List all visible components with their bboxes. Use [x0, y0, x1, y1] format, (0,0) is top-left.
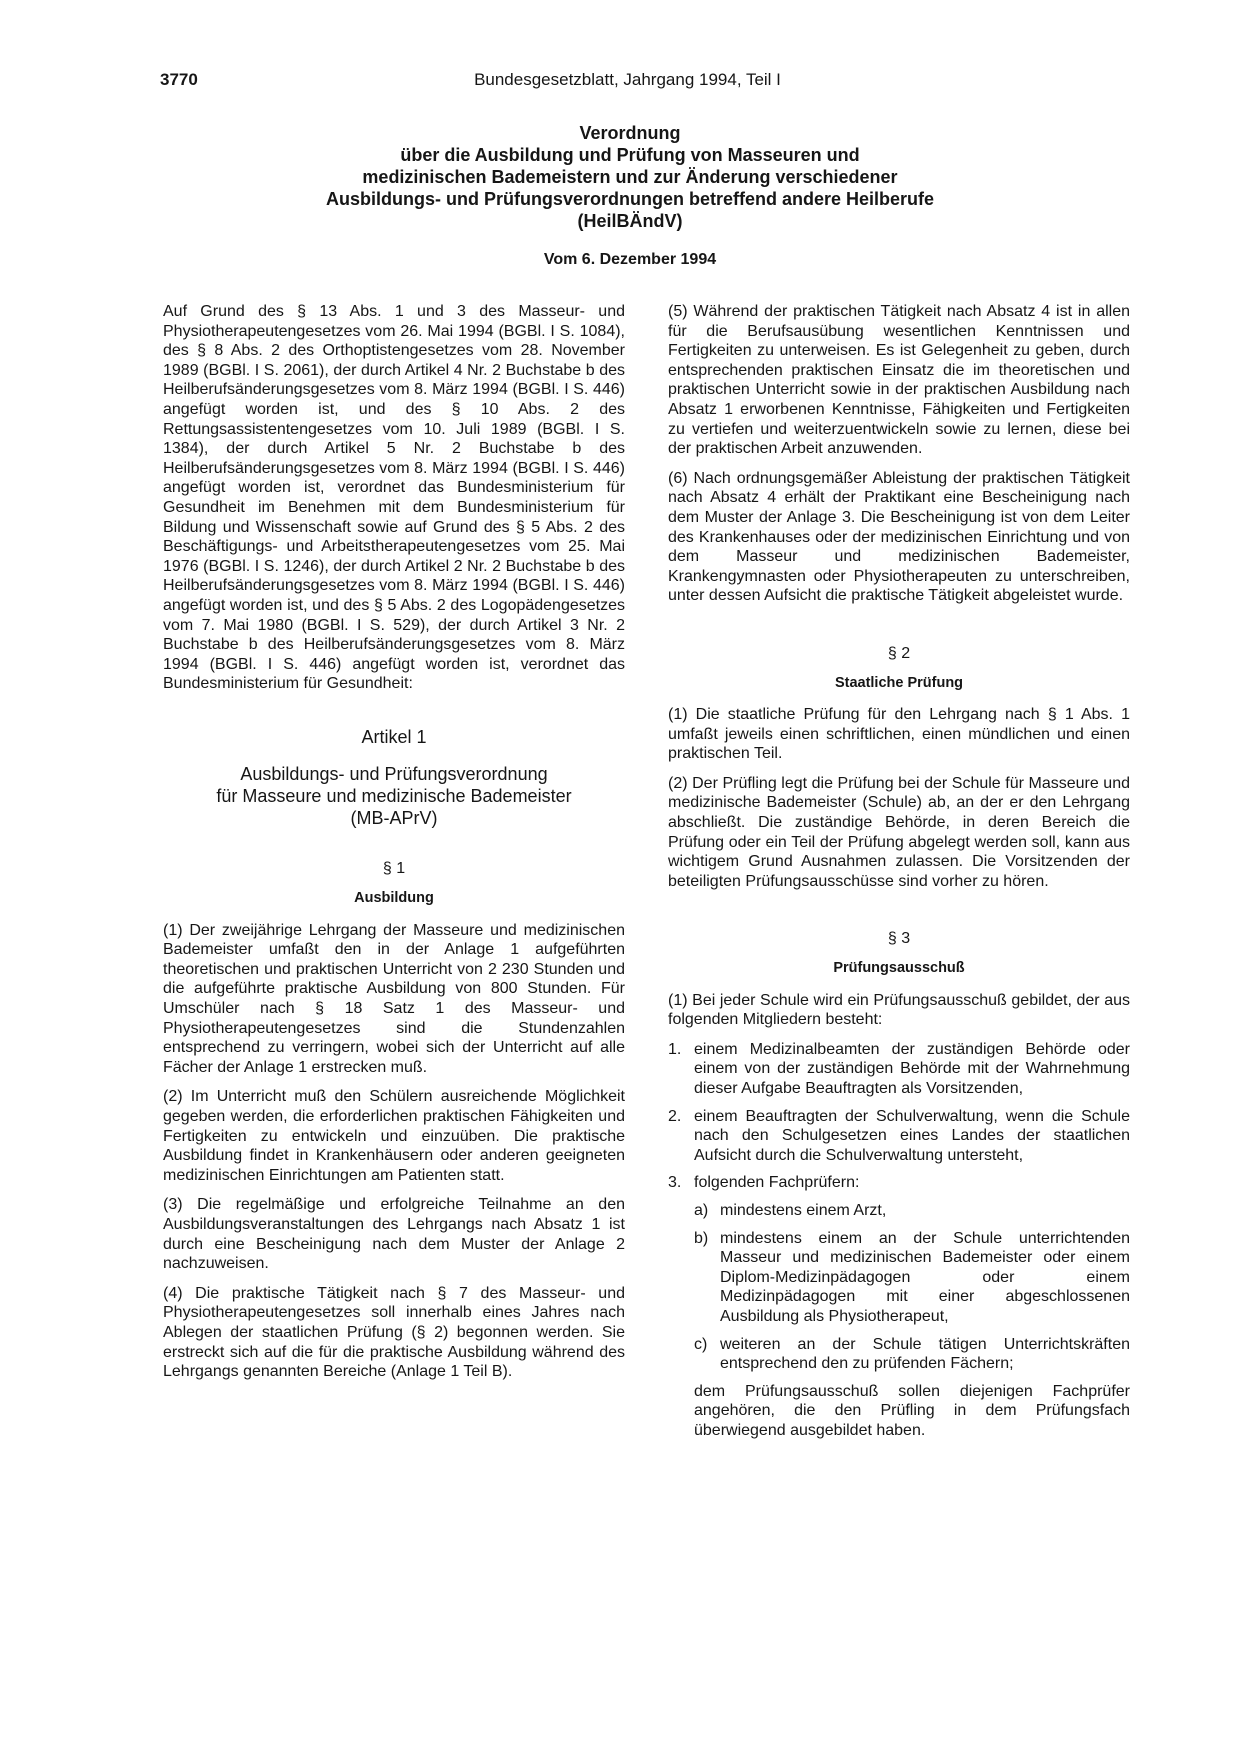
list-item-text: einem Beauftragten der Schulverwaltung, wenn die Schule nach den Schulgesetzen eines Landes der staatlichen Aufsicht durch die Schulverwaltung untersteht, [694, 1107, 1130, 1164]
sublist-item-label: a) [694, 1201, 709, 1219]
sublist-item-label: c) [694, 1335, 708, 1353]
article-title-line: (MB-APrV) [350, 808, 438, 829]
list-item-text: einem Medizinalbeamten der zuständigen Behörde oder einem von der zuständigen Behörde mit der Wahrnehmung dieser Aufgabe Beauftragten als Vorsitzenden, [694, 1040, 1130, 1097]
article-title [163, 763, 625, 829]
sublist-item [694, 1201, 1130, 1221]
sublist-item-label: b) [694, 1229, 709, 1247]
list-item-label: 1. [668, 1040, 682, 1058]
article-number: Artikel 1 [361, 726, 427, 747]
sublist-item-text: mindestens einem an der Schule unterrichtenden Masseur und medizinischen Bademeister oder einem Diplom-Medizinpädagogen oder einem Medizinpädagogen mit einer abgeschlossenen Ausbildung als Physiotherapeut, [720, 1229, 1130, 1325]
paragraph: (1) Der zweijährige Lehrgang der Masseure und medizinischen Bademeister umfaßt den in der Anlage 1 aufgeführten theoretischen und praktischen Unterricht von 2 230 Stunden und die aufgeführte praktische Ausbildung von 800 Stunden. Für Umschüler nach § 18 Satz 1 des Masseur- und Physiotherapeutengesetzes sind die Stundenzahlen entsprechend zu verringern, wobei sich der Unterricht auf alle Fächer der Anlage 1 erstrecken muß. [163, 921, 625, 1076]
preamble: Auf Grund des § 13 Abs. 1 und 3 des Masseur- und Physiotherapeutengesetzes vom 26. Mai 1994 (BGBl. I S. 1084), des § 8 Abs. 2 des Orthoptistengesetzes vom 28. November 1989 (BGBl. I S. 2061), der durch Artikel 4 Nr. 2 Buchstabe b des Heilberufsänderungsgesetzes vom 8. März 1994 (BGBl. I S. 446) angefügt worden ist, und des § 10 Abs. 2 des Rettungsassistentengesetzes vom 10. Juli 1989 (BGBl. I S. 1384), der durch Artikel 5 Nr. 2 Buchstabe b des Heilberufsänderungsgesetzes vom 8. März 1994 (BGBl. I S. 446) angefügt worden ist, verordnet das Bundesministerium für Gesundheit im Benehmen mit dem Bundesministerium für Bildung und Wissenschaft sowie auf Grund des § 5 Abs. 2 des Beschäftigungs- und Arbeitstherapeutengesetzes vom 25. Mai 1976 (BGBl. I S. 1246), der durch Artikel 2 Nr. 2 Buchstabe b des Heilberufsänderungsgesetzes vom 8. März 1994 (BGBl. I S. 446) angefügt worden ist, und des § 5 Abs. 2 des Logopädengesetzes vom 7. Mai 1980 (BGBl. I S. 529), der durch Artikel 3 Nr. 2 Buchstabe b des Heilberufsänderungsgesetzes vom 8. März 1994 (BGBl. I S. 446) angefügt worden ist, verordnet das Bundesministerium für Gesundheit: [163, 303, 625, 693]
title-line: medizinischen Bademeistern und zur Änderung verschiedener [362, 167, 898, 187]
section-number: § 3 [887, 930, 911, 948]
section-title: Staatliche Prüfung [834, 674, 964, 691]
paragraph: (2) Der Prüfling legt die Prüfung bei der Schule für Masseure und medizinische Bademeister (Schule) ab, an der er den Lehrgang abschließt. Die zuständige Behörde, in deren Bereich die Prüfung oder ein Teil der Prüfung abgelegt werden soll, kann aus wichtigem Grund Ausnahmen zulassen. Die Vorsitzenden der beteiligten Prüfungsausschüsse sind vorher zu hören. [668, 774, 1130, 890]
regulation-date: Vom 6. Dezember 1994 [543, 251, 717, 268]
sublist-item-text: mindestens einem Arzt, [720, 1201, 887, 1219]
list-item [668, 1040, 1130, 1099]
examiner-sublist [694, 1201, 1130, 1374]
paragraph: (1) Die staatliche Prüfung für den Lehrgang nach § 1 Abs. 1 umfaßt jeweils einen schriftlichen, einen mündlichen und einen praktischen Teil. [668, 706, 1130, 763]
list-item [668, 1173, 1130, 1193]
section-title: Ausbildung [354, 890, 434, 907]
paragraph: (2) Im Unterricht muß den Schülern ausreichende Möglichkeit gegeben werden, die erforderlichen praktischen Fähigkeiten und Fertigkeiten zu entwickeln und einzuüben. Die praktische Ausbildung findet in Krankenhäusern oder anderen geeigneten medizinischen Einrichtungen am Patienten statt. [163, 1088, 625, 1184]
paragraph: (5) Während der praktischen Tätigkeit nach Absatz 4 ist in allen für die Berufsausübung wesentlichen Kenntnissen und Fertigkeiten zu unterweisen. Es ist Gelegenheit zu geben, durch entsprechenden praktischen Einsatz die im theoretischen und praktischen Unterricht sowie in der praktischen Ausbildung nach Absatz 1 erworbenen Kenntnisse, Fähigkeiten und Fertigkeiten zu vertiefen und weiterzuentwickeln sowie zu lernen, diese bei der praktischen Arbeit anzuwenden. [668, 303, 1130, 458]
list-item-text: folgenden Fachprüfern: [694, 1174, 860, 1192]
paragraph: (4) Die praktische Tätigkeit nach § 7 des Masseur- und Physiotherapeutengesetzes soll innerhalb eines Jahres nach Ablegen der staatlichen Prüfung (§ 2) begonnen werden. Sie erstreckt sich auf die für die praktische Ausbildung während des Lehrgangs genannten Bereiche (Anlage 1 Teil B). [163, 1284, 625, 1381]
title-line: Ausbildungs- und Prüfungsverordnungen betreffend andere Heilberufe [325, 189, 935, 209]
regulation-title [200, 122, 1060, 271]
paragraph: (6) Nach ordnungsgemäßer Ableistung der praktischen Tätigkeit nach Absatz 4 erhält der Praktikant eine Bescheinigung nach dem Muster der Anlage 3. Die Bescheinigung ist von dem Leiter des Krankenhauses oder der medizinischen Einrichtung und von dem Masseur und medizinischen Bademeister, Krankengymnasten oder Physiotherapeuten zu unterschreiben, unter dessen Aufsicht die praktische Tätigkeit abgeleistet wurde. [668, 469, 1130, 605]
trailing-text: dem Prüfungsausschuß sollen diejenigen Fachprüfer angehören, die den Prüfling in dem Prüfungsfach überwiegend ausgebildet haben. [694, 1382, 1130, 1439]
right-column [668, 302, 1130, 1441]
section-title: Prüfungsausschuß [833, 960, 965, 977]
member-list [668, 1040, 1130, 1193]
section-number: § 2 [887, 644, 911, 662]
paragraph: (1) Bei jeder Schule wird ein Prüfungsausschuß gebildet, der aus folgenden Mitgliedern besteht: [668, 991, 1130, 1029]
left-column [163, 302, 625, 1392]
list-item-label: 2. [668, 1107, 682, 1125]
list-item-label: 3. [668, 1174, 682, 1192]
sublist-item [694, 1229, 1130, 1327]
paragraph: (3) Die regelmäßige und erfolgreiche Teilnahme an den Ausbildungsveranstaltungen des Lehrgangs nach Absatz 1 ist durch eine Bescheinigung nach dem Muster der Anlage 2 nachzuweisen. [163, 1196, 625, 1273]
title-line: über die Ausbildung und Prüfung von Masseuren und [400, 145, 860, 165]
sublist-item [694, 1335, 1130, 1374]
sublist-item-text: weiteren an der Schule tätigen Unterrichtskräften entsprechend den zu prüfenden Fächern; [720, 1335, 1130, 1373]
page-number: 3770 [160, 70, 198, 89]
article-title-line: für Masseure und medizinische Bademeister [216, 786, 572, 807]
title-line: Verordnung [579, 123, 681, 143]
journal-header: Bundesgesetzblatt, Jahrgang 1994, Teil I [474, 70, 781, 89]
list-item [668, 1107, 1130, 1166]
section-number: § 1 [382, 860, 406, 878]
title-line: (HeilBÄndV) [577, 211, 683, 231]
article-title-line: Ausbildungs- und Prüfungsverordnung [240, 764, 548, 785]
